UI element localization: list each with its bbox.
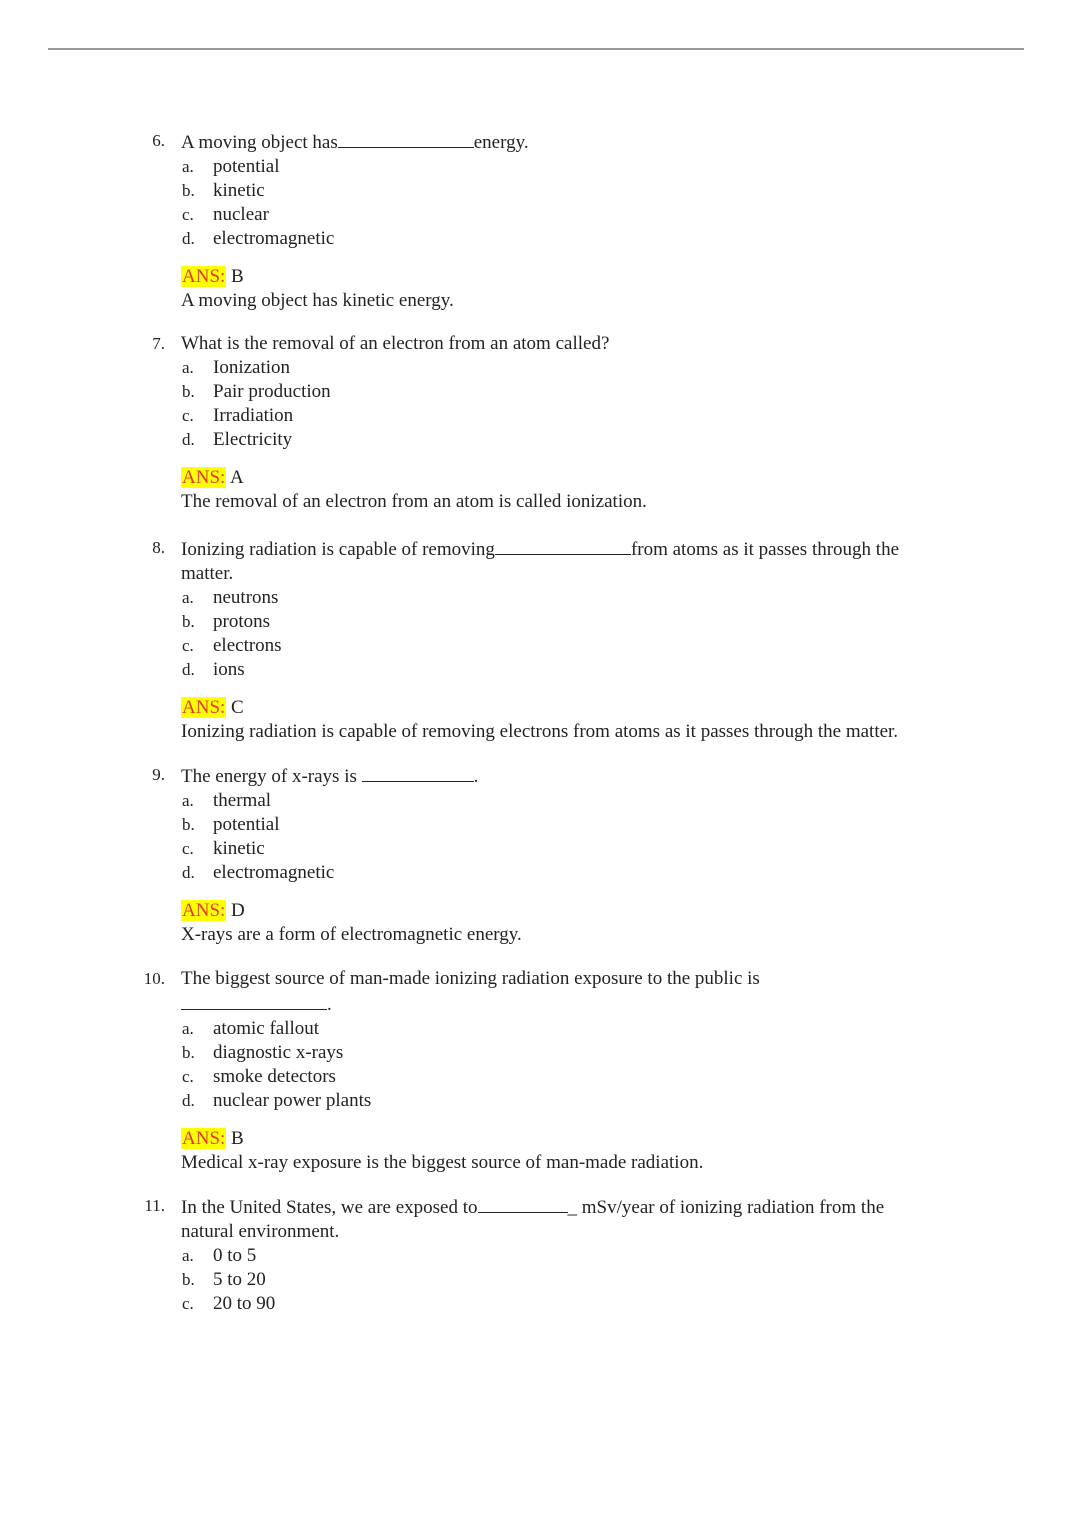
option-a xyxy=(0,586,1074,610)
page-top-rule xyxy=(48,48,1024,50)
question-8 xyxy=(0,536,1074,744)
answer-line xyxy=(0,265,1074,289)
option-b xyxy=(0,179,1074,203)
option-text: nuclear xyxy=(213,204,269,225)
option-text: thermal xyxy=(213,790,272,811)
question-stem xyxy=(0,967,1074,991)
explanation: A moving object has kinetic energy. xyxy=(181,290,454,311)
option-a xyxy=(0,356,1074,380)
ans-label: ANS: xyxy=(182,900,226,921)
option-text: Electricity xyxy=(213,429,293,450)
explanation: X-rays are a form of electromagnetic energy. xyxy=(181,924,522,945)
stem-text: The biggest source of man-made ionizing radiation exposure to the public is xyxy=(181,968,760,989)
option-d xyxy=(0,861,1074,885)
answer-line xyxy=(0,466,1074,490)
question-number: 6. xyxy=(152,131,165,150)
question-number: 7. xyxy=(152,334,165,353)
option-text: ions xyxy=(213,659,245,680)
option-a xyxy=(0,1244,1074,1268)
stem-text-after: . xyxy=(473,766,479,787)
question-9 xyxy=(0,763,1074,947)
stem-text-before: Ionizing radiation is capable of removing xyxy=(181,539,495,560)
question-number: 11. xyxy=(144,1196,165,1215)
option-b xyxy=(0,610,1074,634)
option-text: protons xyxy=(213,611,270,632)
answer-blank xyxy=(495,536,631,555)
stem-continuation: matter. xyxy=(181,563,234,584)
option-letter: b. xyxy=(182,612,195,631)
answer-value: B xyxy=(231,1128,244,1149)
option-c xyxy=(0,404,1074,428)
explanation: Medical x-ray exposure is the biggest source of man-made radiation. xyxy=(181,1152,704,1173)
option-text: Irradiation xyxy=(213,405,294,426)
option-letter: d. xyxy=(182,1091,195,1110)
question-stem xyxy=(0,332,1074,356)
stem-text-after: . xyxy=(327,994,332,1015)
option-a xyxy=(0,789,1074,813)
question-stem xyxy=(0,1194,1074,1220)
option-letter: c. xyxy=(182,406,194,425)
option-d xyxy=(0,428,1074,452)
option-text: 0 to 5 xyxy=(213,1245,257,1266)
ans-label: ANS: xyxy=(182,697,226,718)
option-c xyxy=(0,1292,1074,1316)
option-text: potential xyxy=(213,814,280,835)
stem-text-before: In the United States, we are exposed to xyxy=(181,1197,478,1218)
stem-text-after: _ mSv/year of ionizing radiation from the xyxy=(567,1197,885,1218)
option-letter: b. xyxy=(182,815,195,834)
option-letter: d. xyxy=(182,660,195,679)
option-letter: c. xyxy=(182,839,194,858)
ans-label: ANS: xyxy=(182,1128,226,1149)
option-b xyxy=(0,1041,1074,1065)
answer-line xyxy=(0,1127,1074,1151)
stem-text: What is the removal of an electron from an atom called? xyxy=(181,333,610,354)
question-10 xyxy=(0,967,1074,1175)
option-letter: b. xyxy=(182,181,195,200)
explanation: Ionizing radiation is capable of removing electrons from atoms as it passes through the matter. xyxy=(181,721,899,742)
option-letter: a. xyxy=(182,358,194,377)
option-b xyxy=(0,380,1074,404)
options-list xyxy=(0,155,1074,251)
option-text: electromagnetic xyxy=(213,862,335,883)
option-letter: b. xyxy=(182,1270,195,1289)
answer-value: A xyxy=(230,467,244,488)
stem-text-before: The energy of x-rays is xyxy=(181,766,357,787)
option-letter: d. xyxy=(182,229,195,248)
option-d xyxy=(0,658,1074,682)
option-text: smoke detectors xyxy=(213,1066,336,1087)
answer-blank xyxy=(362,763,474,782)
option-c xyxy=(0,837,1074,861)
option-text: Pair production xyxy=(213,381,331,402)
option-text: kinetic xyxy=(213,180,265,201)
question-stem xyxy=(0,763,1074,789)
ans-label: ANS: xyxy=(182,266,226,287)
options-list xyxy=(0,586,1074,682)
option-letter: c. xyxy=(182,1294,194,1313)
option-text: 5 to 20 xyxy=(213,1269,266,1290)
option-letter: a. xyxy=(182,1246,194,1265)
option-d xyxy=(0,1089,1074,1113)
option-text: 20 to 90 xyxy=(213,1293,276,1314)
question-6 xyxy=(0,129,1074,313)
option-text: atomic fallout xyxy=(213,1018,320,1039)
option-letter: d. xyxy=(182,430,195,449)
question-stem xyxy=(0,536,1074,562)
option-text: kinetic xyxy=(213,838,265,859)
options-list xyxy=(0,1017,1074,1113)
question-7 xyxy=(0,332,1074,514)
answer-line xyxy=(0,899,1074,923)
answer-line xyxy=(0,696,1074,720)
option-text: nuclear power plants xyxy=(213,1090,372,1111)
answer-blank xyxy=(338,129,474,148)
option-a xyxy=(0,1017,1074,1041)
stem-text-before: A moving object has xyxy=(181,132,338,153)
option-text: neutrons xyxy=(213,587,279,608)
option-letter: a. xyxy=(182,1019,194,1038)
question-number: 8. xyxy=(152,538,165,557)
explanation: The removal of an electron from an atom is called ionization. xyxy=(181,491,647,512)
option-a xyxy=(0,155,1074,179)
answer-value: B xyxy=(231,266,244,287)
answer-blank xyxy=(181,991,327,1010)
option-letter: b. xyxy=(182,382,195,401)
option-text: potential xyxy=(213,156,280,177)
ans-label: ANS: xyxy=(182,467,226,488)
option-c xyxy=(0,634,1074,658)
question-number: 10. xyxy=(143,969,165,988)
stem-continuation xyxy=(0,991,1074,1017)
option-letter: a. xyxy=(182,791,194,810)
option-letter: c. xyxy=(182,636,194,655)
stem-continuation: natural environment. xyxy=(181,1221,340,1242)
option-c xyxy=(0,1065,1074,1089)
option-b xyxy=(0,813,1074,837)
question-stem xyxy=(0,129,1074,155)
option-text: electromagnetic xyxy=(213,228,335,249)
question-number: 9. xyxy=(152,765,165,784)
question-11 xyxy=(0,1194,1074,1316)
option-c xyxy=(0,203,1074,227)
stem-text-after: energy. xyxy=(473,132,529,153)
options-list xyxy=(0,789,1074,885)
option-letter: d. xyxy=(182,863,195,882)
option-text: Ionization xyxy=(213,357,291,378)
option-d xyxy=(0,227,1074,251)
option-b xyxy=(0,1268,1074,1292)
answer-value: D xyxy=(231,900,245,921)
option-letter: a. xyxy=(182,157,194,176)
option-letter: c. xyxy=(182,1067,194,1086)
options-list xyxy=(0,1244,1074,1316)
stem-text-after: from atoms as it passes through the xyxy=(630,539,900,560)
option-text: diagnostic x-rays xyxy=(213,1042,344,1063)
option-text: electrons xyxy=(213,635,282,656)
option-letter: a. xyxy=(182,588,194,607)
option-letter: b. xyxy=(182,1043,195,1062)
option-letter: c. xyxy=(182,205,194,224)
answer-value: C xyxy=(231,697,244,718)
options-list xyxy=(0,356,1074,452)
answer-blank xyxy=(478,1194,568,1213)
